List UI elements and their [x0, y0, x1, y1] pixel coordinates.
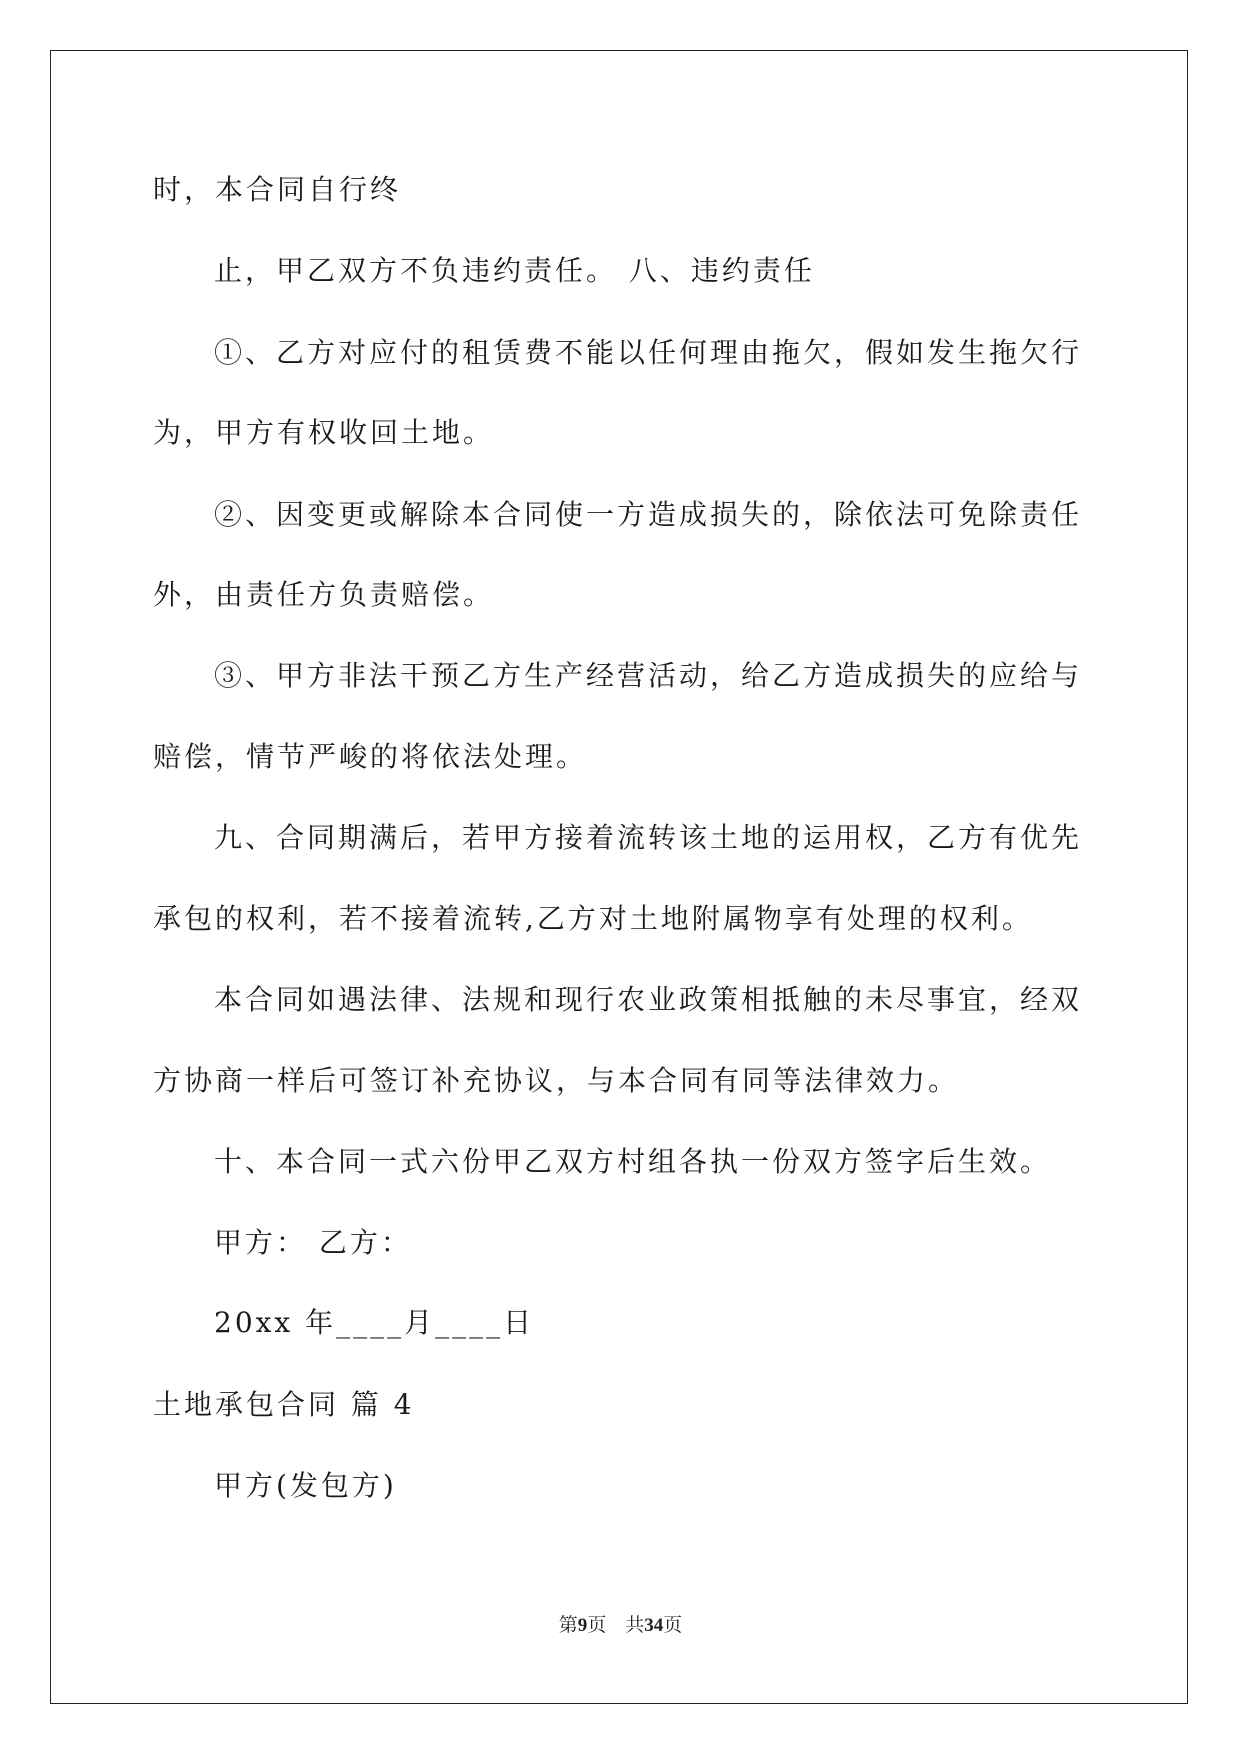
text-line-5: ②、因变更或解除本合同使一方造成损失的，除依法可免除责任	[214, 498, 1083, 531]
text-line-4: 为，甲方有权收回土地。	[153, 416, 495, 449]
signature-parties-line: 甲方： 乙方：	[214, 1226, 412, 1259]
text-line-11: 本合同如遇法律、法规和现行农业政策相抵触的未尽事宜，经双	[214, 983, 1083, 1016]
text-line-9: 九、合同期满后，若甲方接着流转该土地的运用权，乙方有优先	[214, 821, 1083, 854]
footer-total-prefix: 共	[625, 1615, 645, 1636]
text-line-2: 止，甲乙双方不负违约责任。 八、违约责任	[214, 254, 815, 287]
footer-page-unit: 页	[587, 1615, 607, 1636]
text-line-17: 甲方(发包方)	[214, 1469, 397, 1502]
text-line-6: 外，由责任方负责赔偿。	[153, 578, 495, 611]
text-line-1: 时，本合同自行终	[153, 173, 402, 206]
text-line-3: ①、乙方对应付的租赁费不能以任何理由拖欠，假如发生拖欠行	[214, 336, 1083, 369]
text-line-8: 赔偿，情节严峻的将依法处理。	[153, 740, 588, 773]
text-line-12: 方协商一样后可签订补充协议，与本合同有同等法律效力。	[153, 1064, 960, 1097]
page-border	[50, 50, 1188, 1704]
text-line-7: ③、甲方非法干预乙方生产经营活动，给乙方造成损失的应给与	[214, 659, 1083, 692]
footer-page-number: 9	[577, 1615, 588, 1636]
footer-total-unit: 页	[663, 1615, 683, 1636]
date-line: 20xx 年____月____日	[214, 1306, 535, 1339]
footer-total-pages: 34	[644, 1615, 664, 1636]
page-footer	[0, 1614, 1241, 1638]
section-heading: 土地承包合同 篇 4	[153, 1388, 415, 1421]
text-line-10: 承包的权利，若不接着流转,乙方对土地附属物享有处理的权利。	[153, 902, 1033, 935]
text-line-13: 十、本合同一式六份甲乙双方村组各执一份双方签字后生效。	[214, 1145, 1052, 1178]
footer-prefix: 第	[558, 1615, 578, 1636]
